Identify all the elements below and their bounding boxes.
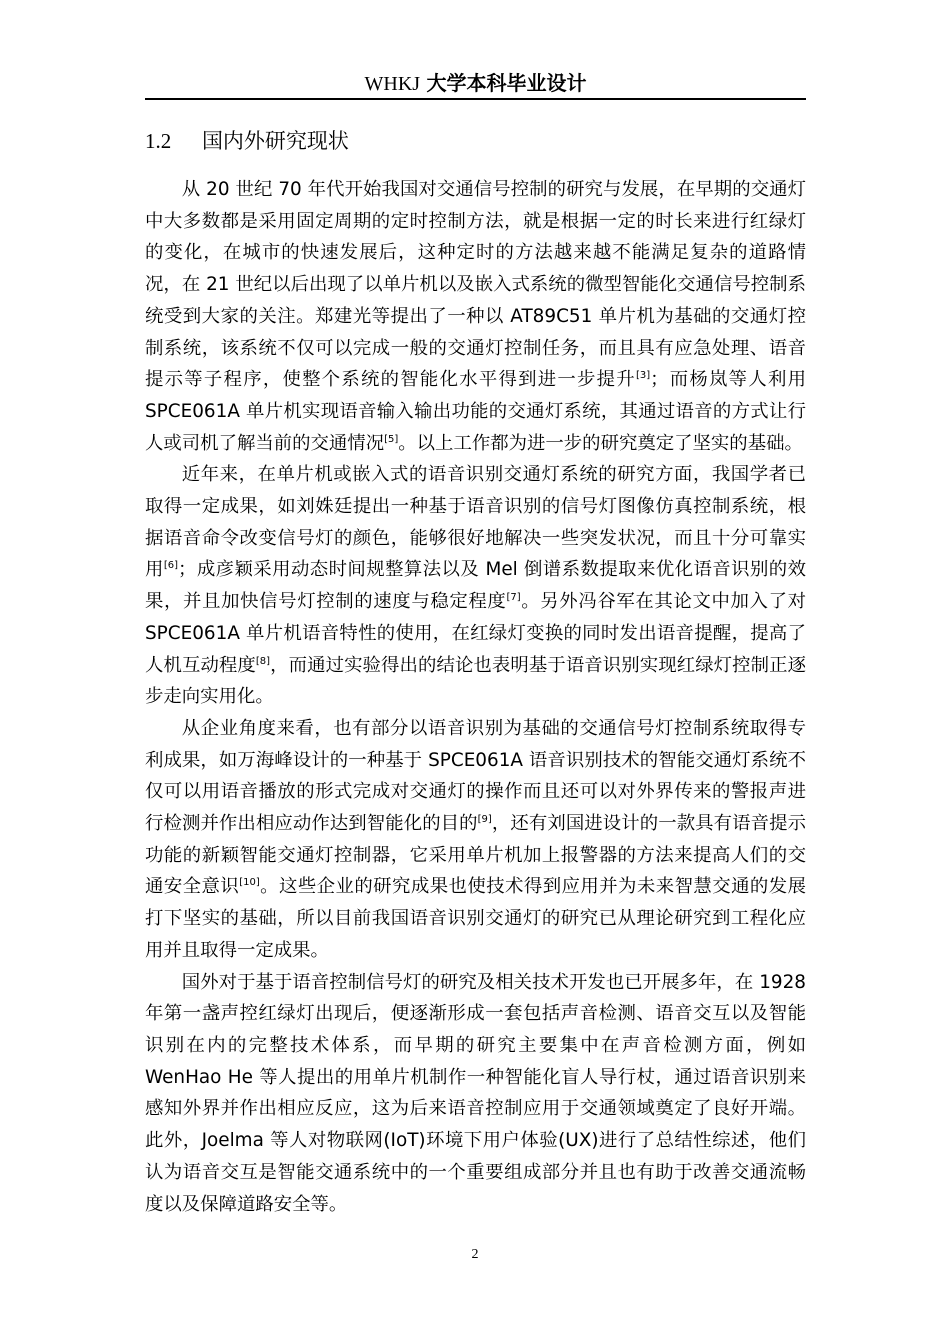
citation-ref: [7] [506, 592, 521, 604]
body-text [145, 174, 806, 1220]
citation-ref: [5] [384, 433, 399, 445]
paragraph-text: 从企业角度来看，也有部分以语音识别为基础的交通信号灯控制系统取得专利成果，如万海峰设计的一种基于 SPCE061A 语音识别技术的智能交通灯系统不仅可以用语音播放的形式完成对交通灯的操作而且还可以对外界传来的警报声进行检测并作出相应动作达到智能化的目的 [145, 717, 806, 835]
paragraph [145, 713, 806, 967]
paragraph-text: 。另外冯谷军在其论文中加入了对 SPCE061A 单片机语音特性的使用，在红绿灯变换的同时发出语音提醒，提高了人机互动程度 [145, 591, 806, 676]
paragraph-text: ，还有刘国进设计的一款具有语音提示功能的新颖智能交通灯控制器，它采用单片机加上报警器的方法来提高人们的交通安全意识 [145, 813, 806, 898]
paragraph-text: 。以上工作都为进一步的研究奠定了坚实的基础。 [398, 432, 803, 454]
paragraph-text: ；成彦颖采用动态时间规整算法以及 Mel 倒谱系数提取来优化语音识别的效果，并且加快信号灯控制的速度与稳定程度 [145, 559, 806, 613]
page-header [145, 68, 806, 98]
citation-ref: [10] [239, 877, 260, 889]
header-left: WHKJ [364, 73, 421, 95]
paragraph [145, 459, 806, 713]
header-rule [145, 98, 806, 100]
page-number: 2 [471, 1247, 479, 1262]
section-title: 国内外研究现状 [201, 129, 349, 153]
paragraph [145, 967, 806, 1221]
citation-ref: [3] [635, 370, 651, 382]
citation-ref: [9] [477, 813, 492, 825]
section-number: 1.2 [145, 129, 172, 153]
paragraph-text: ；而杨岚等人利用 SPCE061A 单片机实现语音输入输出功能的交通灯系统，其通过语音的方式让行人或司机了解当前的交通情况 [145, 369, 806, 454]
paragraph-text: 近年来，在单片机或嵌入式的语音识别交通灯系统的研究方面，我国学者已取得一定成果，如刘姝廷提出一种基于语音识别的信号灯图像仿真控制系统，根据语音命令改变信号灯的颜色，能够很好地解决一些突发状况，而且十分可靠实用 [145, 464, 806, 581]
paragraph-text: ，而通过实验得出的结论也表明基于语音识别实现红绿灯控制正逐步走向实用化。 [145, 654, 806, 708]
paragraph [145, 174, 806, 459]
paragraph-text: 从 20 世纪 70 年代开始我国对交通信号控制的研究与发展，在早期的交通灯中大多数都是采用固定周期的定时控制方法，就是根据一定的时长来进行红绿灯的变化，在城市的快速发展后，这种定时的方法越来越不能满足复杂的道路情况，在 21 世纪以后出现了以单片机以及嵌入式系统的微型智能化交通信号控制系统受到大家的关注。郑建光等提出了一种以 AT89C51 单片机为基础的交通灯控制系统，该系统不仅可以完成一般的交通灯控制任务，而且具有应急处理、语音提示等子程序，使整个系统的智能化水平得到进一步提升 [145, 179, 806, 391]
paragraph-text: 国外对于基于语音控制信号灯的研究及相关技术开发也已开展多年，在 1928 年第一盏声控红绿灯出现后，便逐渐形成一套包括声音检测、语音交互以及智能识别在内的完整技术体系，而早期的研究主要集中在声音检测方面，例如 WenHao He 等人提出的用单片机制作一种智能化盲人导行杖，通过语音识别来感知外界并作出相应反应，这为后来语音控制应用于交通领域奠定了良好开端。此外，Joelma 等人对物联网(IoT)环境下用户体验(UX)进行了总结性综述，他们认为语音交互是智能交通系统中的一个重要组成部分并且也有助于改善交通流畅度以及保障道路安全等。 [145, 971, 806, 1215]
header-right: 大学本科毕业设计 [426, 71, 587, 95]
section-heading [145, 126, 349, 156]
citation-ref: [6] [163, 560, 178, 572]
paragraph-text: 。这些企业的研究成果也使技术得到应用并为未来智慧交通的发展打下坚实的基础，所以目前我国语音识别交通灯的研究已从理论研究到工程化应用并且取得一定成果。 [145, 876, 806, 961]
citation-ref: [8] [255, 655, 271, 667]
